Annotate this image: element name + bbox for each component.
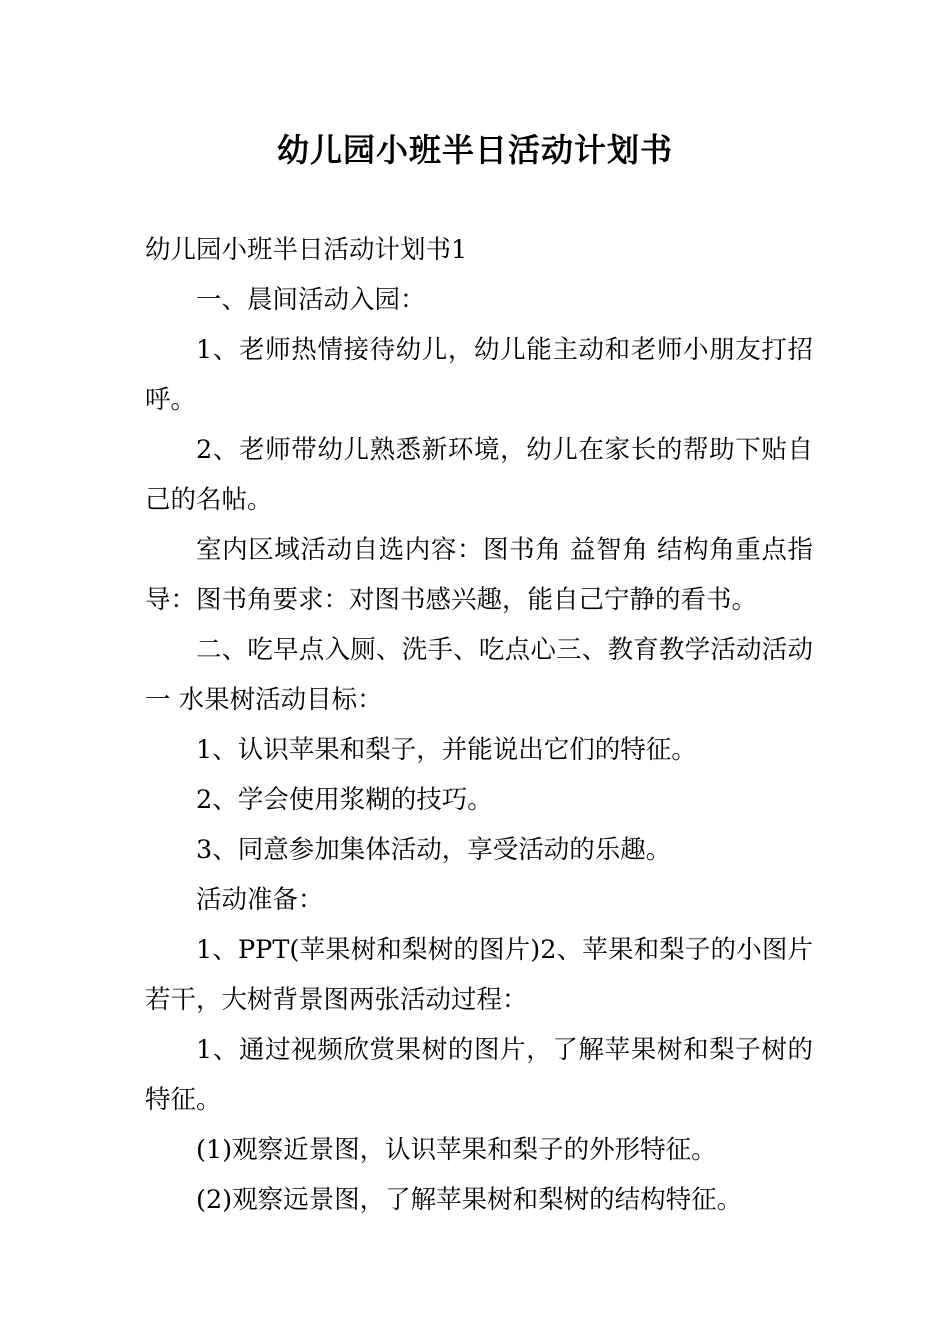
paragraph: 2、老师带幼儿熟悉新环境，幼儿在家长的帮助下贴自己的名帖。: [145, 435, 813, 515]
paragraph: 1、老师热情接待幼儿，幼儿能主动和老师小朋友打招呼。: [145, 335, 813, 415]
paragraph: (1)观察近景图，认识苹果和梨子的外形特征。: [196, 1135, 717, 1165]
paragraph: 活动准备：: [196, 885, 324, 915]
document-body: [145, 225, 813, 1225]
paragraph: 二、吃早点入厕、洗手、吃点心三、教育教学活动活动一 水果树活动目标：: [145, 635, 813, 715]
paragraph: (2)观察远景图，了解苹果树和梨树的结构特征。: [196, 1185, 743, 1215]
paragraph: 1、通过视频欣赏果树的图片，了解苹果树和梨子树的特征。: [145, 1035, 813, 1115]
paragraph: 3、同意参加集体活动，享受活动的乐趣。: [196, 835, 672, 865]
paragraph: 室内区域活动自选内容：图书角 益智角 结构角重点指导：图书角要求：对图书感兴趣，能自己宁静的看书。: [145, 535, 813, 615]
paragraph: 幼儿园小班半日活动计划书1: [145, 235, 468, 265]
paragraph: 1、认识苹果和梨子，并能说出它们的特征。: [196, 735, 697, 765]
paragraph: 2、学会使用浆糊的技巧。: [196, 785, 493, 815]
paragraph: 一、晨间活动入园：: [196, 285, 426, 315]
paragraph: 1、PPT(苹果树和梨树的图片)2、苹果和梨子的小图片若干，大树背景图两张活动过程：: [145, 935, 813, 1015]
document-title: 幼儿园小班半日活动计划书: [276, 131, 673, 169]
